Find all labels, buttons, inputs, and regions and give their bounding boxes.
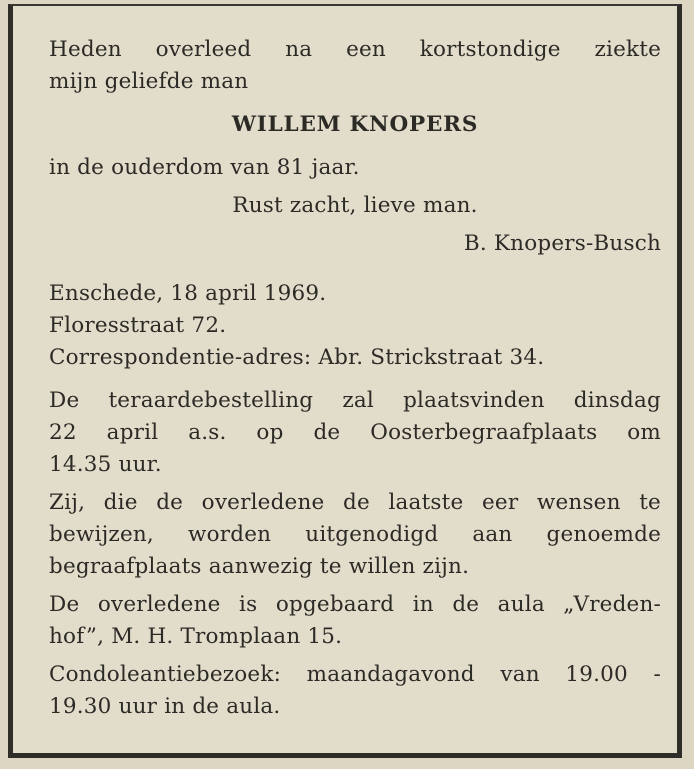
invite-line-2: bewijzen, worden uitgenodigd aan genoemde: [49, 522, 661, 547]
burial-line-1: De teraardebestelling zal plaatsvinden dinsdag: [49, 388, 661, 413]
death-notice-frame: [8, 4, 682, 758]
death-notice-text: [49, 34, 661, 723]
farewell-line: Rust zacht, lieve man.: [232, 193, 478, 218]
aula-line-2: hof”, M. H. Tromplaan 15.: [49, 624, 343, 649]
intro-line-2: mijn geliefde man: [49, 69, 249, 94]
deceased-name: WILLEM KNOPERS: [231, 112, 479, 137]
burial-line-3: 14.35 uur.: [49, 452, 162, 477]
burial-line-2: 22 april a.s. op de Oosterbegraafplaats om: [49, 420, 661, 445]
correspondence-address: Correspondentie-adres: Abr. Strickstraat 34.: [49, 345, 545, 370]
age-line: in de ouderdom van 81 jaar.: [49, 155, 360, 180]
street-address: Floresstraat 72.: [49, 313, 227, 338]
invite-line-3: begraafplaats aanwezig te willen zijn.: [49, 554, 470, 579]
invite-line-1: Zij, die de overledene de laatste eer wensen te: [49, 490, 661, 515]
signature: B. Knopers-Busch: [463, 231, 661, 256]
visit-line-2: 19.30 uur in de aula.: [49, 694, 281, 719]
visit-line-1: Condoleantiebezoek: maandagavond van 19.00 -: [49, 662, 661, 687]
aula-line-1: De overledene is opgebaard in de aula „Vreden-: [49, 592, 661, 617]
intro-line-1: Heden overleed na een kortstondige ziekte: [49, 37, 661, 62]
place-date: Enschede, 18 april 1969.: [49, 281, 327, 306]
